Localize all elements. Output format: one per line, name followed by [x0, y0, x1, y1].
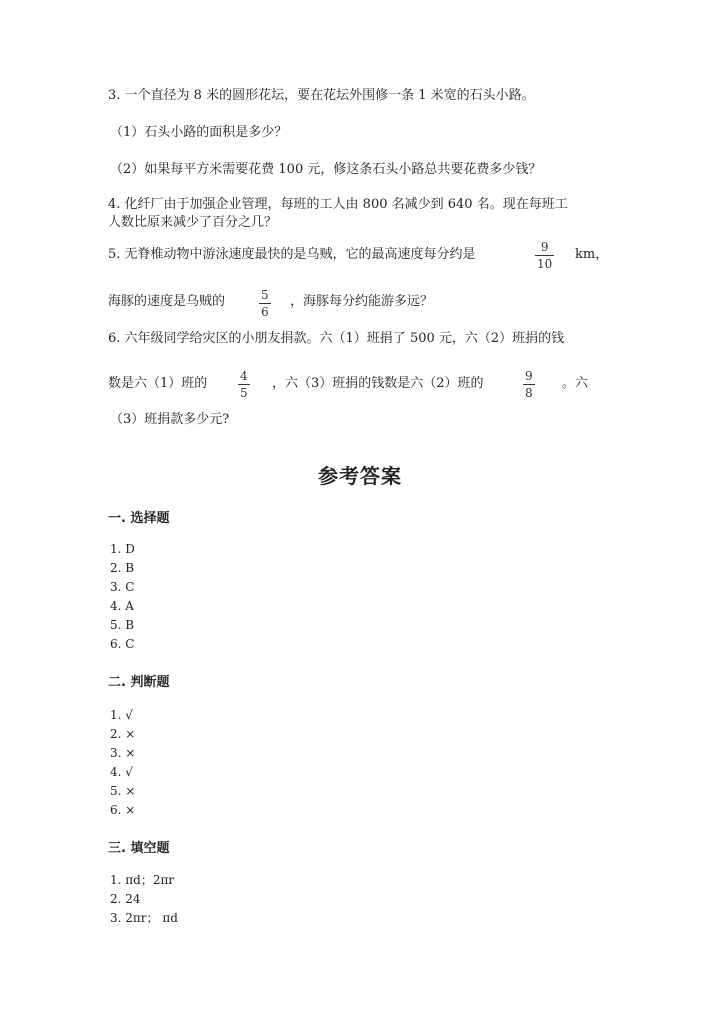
answer-item: 4. A [110, 599, 134, 613]
fraction-9-10 [535, 240, 554, 271]
fraction-numerator: 9 [525, 369, 533, 383]
fraction-5-6 [259, 288, 271, 319]
section-3-title: 三. 填空题 [108, 841, 170, 856]
section-1-title: 一. 选择题 [108, 511, 170, 526]
answer-item: 1. πd；2πr [110, 873, 175, 887]
problem-4-line-2: 人数比原来减少了百分之几？ [108, 215, 278, 230]
problem-3-question-1: （1）石头小路的面积是多少？ [110, 125, 288, 140]
answer-item: 2. 24 [110, 892, 141, 906]
answer-item: 6. × [110, 803, 136, 817]
fraction-4-5 [238, 369, 250, 400]
answer-item: 1. √ [110, 708, 133, 722]
problem-5-line-2b: ，海豚每分约能游多远？ [290, 294, 434, 309]
answer-item: 3. 2πr； πd [110, 911, 178, 925]
fraction-9-8 [523, 369, 535, 400]
problem-6-line-3: （3）班捐款多少元? [110, 412, 230, 427]
problem-6-line-1: 6. 六年级同学给灾区的小朋友捐款。六（1）班捐了 500 元，六（2）班捐的钱 [108, 331, 565, 346]
fraction-denominator: 8 [525, 386, 533, 400]
section-1-list [110, 540, 135, 654]
answer-item: 5. B [110, 618, 135, 632]
fraction-numerator: 4 [240, 369, 248, 383]
fraction-denominator: 10 [537, 257, 553, 271]
section-2-title: 二. 判断题 [108, 675, 170, 690]
fraction-numerator: 9 [540, 240, 549, 254]
problem-5-line-1b: km， [575, 247, 609, 262]
answer-item: 3. × [110, 746, 136, 760]
answer-item: 5. × [110, 784, 136, 798]
fraction-denominator: 5 [240, 386, 248, 400]
problem-3-question-2: （2）如果每平方米需要花费 100 元，修这条石头小路总共要花费多少钱？ [110, 162, 542, 177]
problem-6-line-2b: ，六（3）班捐的钱数是六（2）班的 [272, 376, 484, 391]
answer-item: 1. D [110, 542, 135, 556]
answer-item: 3. C [110, 580, 135, 594]
problem-5-line-1a: 5. 无脊椎动物中游泳速度最快的是乌贼，它的最高速度每分约是 [108, 247, 476, 262]
fraction-denominator: 6 [261, 305, 269, 319]
problem-5-line-2a: 海豚的速度是乌贼的 [108, 294, 226, 309]
answer-item: 2. B [110, 561, 135, 575]
problem-3-text: 3. 一个直径为 8 米的圆形花坛，要在花坛外围修一条 1 米宽的石头小路。 [108, 88, 535, 103]
answer-item: 2. × [110, 727, 136, 741]
problem-6-line-2c: 。六 [562, 376, 589, 391]
fraction-numerator: 5 [261, 288, 269, 302]
problem-4-line-1: 4. 化纤厂由于加强企业管理，每班的工人由 800 名减少到 640 名。现在每班工 [108, 197, 568, 212]
answers-title: 参考答案 [318, 464, 402, 488]
section-3-list [110, 871, 178, 928]
problem-6-line-2a: 数是六（1）班的 [108, 376, 208, 391]
section-2-list [110, 706, 135, 820]
answer-item: 6. C [110, 637, 135, 651]
answer-item: 4. √ [110, 765, 133, 779]
